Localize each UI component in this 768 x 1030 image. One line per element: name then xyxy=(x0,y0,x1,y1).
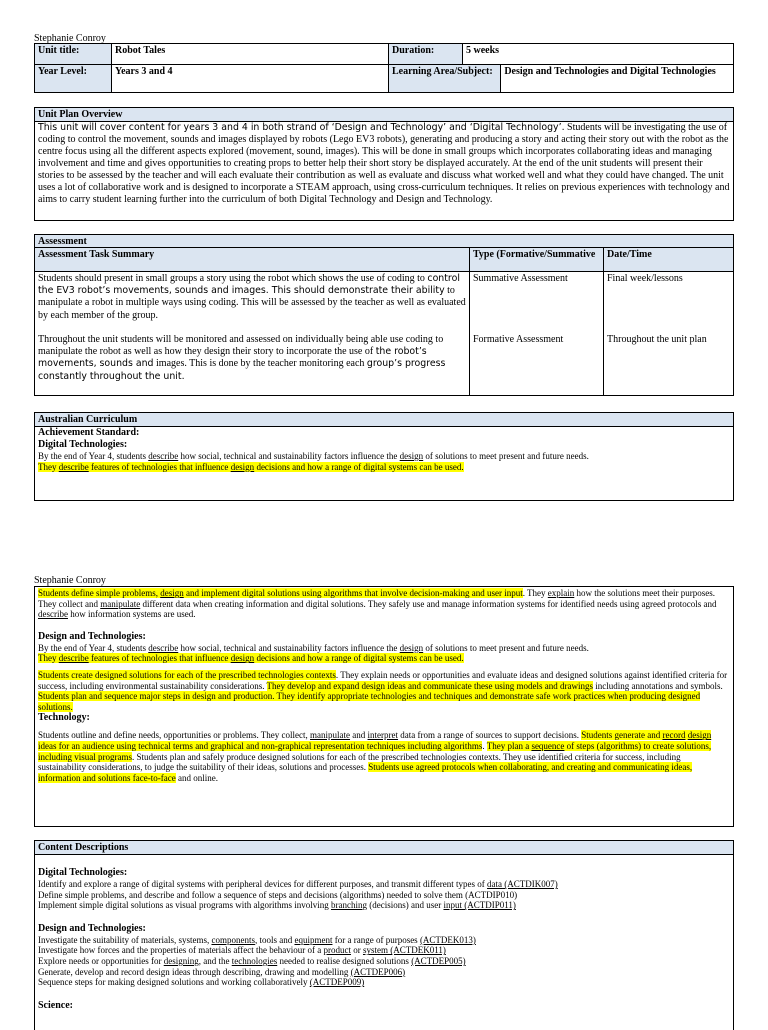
list-item: Identify and explore a range of digital systems with peripheral devices for different purposes, and transmit different types of data (ACTDIK007) xyxy=(38,879,558,889)
learning-area-value: Design and Technologies and Digital Technologies xyxy=(501,65,734,93)
australian-curriculum-section xyxy=(34,412,734,501)
overview-text-block xyxy=(35,122,733,206)
assessment-row2-type: Formative Assessment xyxy=(473,334,564,345)
assessment-title: Assessment xyxy=(35,235,733,249)
author-name-page-2: Stephanie Conroy xyxy=(34,575,106,586)
design-tech-paragraph: Students create designed solutions for each of the prescribed technologies contexts. They explain needs or opportunities and evaluate ideas and designed solutions against identified criteria for success, including environmental sustainability considerations. They develop and expand design ideas and communicate these using models and drawings including annotations and symbols. Students plan and sequence major steps in design and production. They identify appropriate technologies and techniques and demonstrate safe work practices when producing designed solutions. xyxy=(38,669,728,712)
dt-achievement-text: Students define simple problems, design and implement digital solutions using algorithms that involve decision-making and user input. They explain how the solutions meet their purposes. They collect and manipulate different data when creating information and digital solutions. They safely use and manage information systems for identified needs using agreed protocols and describe how information systems are used. xyxy=(38,588,717,620)
assessment-row1-date: Final week/lessons xyxy=(607,273,683,284)
cd-design-heading: Design and Technologies: xyxy=(38,922,146,934)
ac-body xyxy=(35,427,733,472)
assessment-row2-date: Throughout the unit plan xyxy=(607,334,707,345)
digital-technologies-heading: Digital Technologies: xyxy=(38,439,128,450)
author-name: Stephanie Conroy xyxy=(34,33,106,44)
col-task-summary: Assessment Task Summary xyxy=(35,248,470,272)
design-tech-line-2: They describe features of technologies that influence design decisions and how a range of digital systems can be used. xyxy=(38,653,464,664)
design-tech-line-1: By the end of Year 4, students describe how social, technical and sustainability factors influence the design of solutions to meet present and future needs. xyxy=(38,642,589,653)
year-level-value: Years 3 and 4 xyxy=(112,65,389,93)
assessment-table xyxy=(35,247,733,395)
duration-value: 5 weeks xyxy=(463,44,734,65)
cd-digital-heading: Digital Technologies: xyxy=(38,867,128,878)
australian-curriculum-title: Australian Curriculum xyxy=(35,413,733,427)
assessment-row1-type: Summative Assessment xyxy=(473,273,568,284)
achievement-standard-heading: Achievement Standard: xyxy=(38,427,140,438)
list-item: Investigate the suitability of materials, systems, components, tools and equipment for a range of purposes (ACTDEK013) xyxy=(38,934,476,945)
list-item: Generate, develop and record design ideas through describing, drawing and modelling (ACTDEP006) xyxy=(38,966,406,977)
design-tech-heading: Design and Technologies: xyxy=(38,630,146,642)
assessment-row1-handwritten: control the EV3 robot’s movements, sounds and images. This should demonstrate their ability xyxy=(38,273,460,297)
technology-heading: Technology: xyxy=(38,712,90,724)
cd-science-heading: Science: xyxy=(38,999,73,1011)
list-item: Sequence steps for making designed solutions and working collaboratively (ACTDEP009) xyxy=(38,977,365,988)
assessment-row1-text-a: Students should present in small groups a story using the robot which shows the use of coding to xyxy=(38,273,425,284)
assessment-row2-handwritten: the robot’s movements, sounds and xyxy=(38,346,427,370)
year-level-label: Year Level: xyxy=(35,65,112,93)
achievement-standard-continued xyxy=(34,586,734,827)
assessment-row1-text-b: to manipulate a robot in multiple ways using coding. This will be assessed by the teacher as well as evaluated by each member of the group. xyxy=(38,285,466,321)
ac-line-1: By the end of Year 4, students describe how social, technical and sustainability factors influence the design of solutions to meet present and future needs. xyxy=(38,451,589,461)
unit-title-label: Unit title: xyxy=(35,44,112,65)
list-item: Investigate how forces and the properties of materials affect the behaviour of a product or system (ACTDEK011) xyxy=(38,945,446,956)
list-item: Implement simple digital solutions as visual programs with algorithms involving branching (decisions) and user input (ACTDIP011) xyxy=(38,900,516,911)
learning-area-label: Learning Area/Subject: xyxy=(389,65,501,93)
unit-header-table xyxy=(34,43,734,93)
content-descriptions-section xyxy=(34,840,734,1030)
ac-line-2: They describe features of technologies that influence design decisions and how a range of digital systems can be used. xyxy=(38,461,464,472)
assessment-date-cell xyxy=(604,272,734,395)
unit-title-value: Robot Tales xyxy=(112,44,389,65)
content-descriptions-title: Content Descriptions xyxy=(35,841,733,855)
assessment-type-cell xyxy=(470,272,604,395)
unit-plan-overview xyxy=(34,107,734,221)
col-type: Type (Formative/Summative xyxy=(470,248,604,272)
assessment-summary-cell xyxy=(35,272,470,395)
overview-title: Unit Plan Overview xyxy=(35,108,733,122)
cd-design-list xyxy=(35,935,733,988)
assessment-section xyxy=(34,234,734,396)
col-date-time: Date/Time xyxy=(604,248,734,272)
assessment-row2-text-b: images. This is done by the teacher monitoring each xyxy=(156,358,365,370)
list-item: Define simple problems, and describe and follow a sequence of steps and decisions (algorithms) needed to solve them (ACTDIP010) xyxy=(38,889,518,900)
cd-digital-list xyxy=(35,879,733,911)
list-item: Explore needs or opportunities for designing, and the technologies needed to realise designed solutions (ACTDEP005) xyxy=(38,955,466,966)
assessment-row2-handwritten-2: group’s progress constantly throughout the unit. xyxy=(38,358,446,382)
overview-text: Students will be investigating the use of coding to control the movement, sounds and images displayed by robots (Lego EV3 robots), generating and producing a story and acting their story out with the robot as the centre focus using all the different aspects explored (movement, sound, images). This will be done in small groups which incorporates collaborating ideas and managing involvement and time and gives opportunities to creating props to better help their short story be displayed accurately. At the end of the unit students will present their stories to be assessed by the teacher and will each evaluate their contribution as well as evaluate and discuss what worked well and what they could have changed. The unit uses a lot of collaborative work and is designed to incorporate a STEAM approach, using cross-curriculum techniques. It relies on previous experiences with technology and aims to carry student learning further into the curriculum of both Digital Technology and Design and Technology. xyxy=(38,122,730,205)
overview-handwritten-intro: This unit will cover content for years 3 and 4 in both strand of ‘Design and Technology’ and ‘Digital Technology’. xyxy=(38,122,565,133)
assessment-row2-text-a: Throughout the unit students will be monitored and assessed on individually being able use coding to manipulate the robot as well as how they design their story to incorporate the use of xyxy=(38,334,444,358)
duration-label: Duration: xyxy=(389,44,463,65)
technology-paragraph: Students outline and define needs, opportunities or problems. They collect, manipulate and interpret data from a range of sources to support decisions. Students generate and record design ideas for an audience using technical terms and graphical and non-graphical representation techniques including algorithms. They plan a sequence of steps (algorithms) to create solutions, including visual programs. Students plan and safely produce designed solutions for each of the prescribed technologies contexts. They use identified criteria for success, including sustainability considerations, to judge the suitability of their ideas, solutions and processes. Students use agreed protocols when collaborating, and creating and communicating ideas, information and solutions face-to-face and online. xyxy=(38,730,712,783)
